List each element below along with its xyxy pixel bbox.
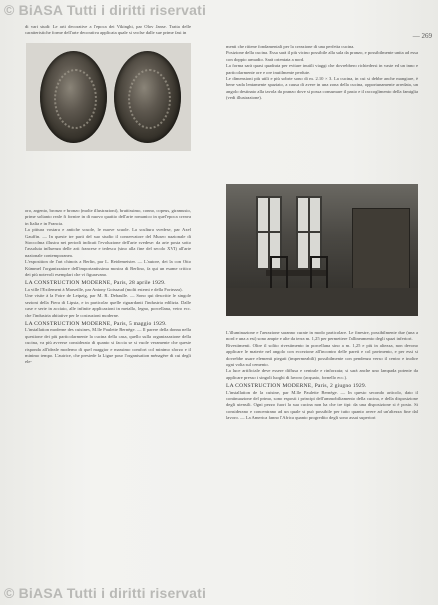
kitchen-cabinet	[352, 208, 410, 300]
left-column-intro	[25, 24, 191, 43]
right-column-top	[226, 44, 418, 180]
left-column-body	[25, 208, 191, 578]
brooch-left	[40, 51, 107, 143]
right-column-bottom	[226, 330, 418, 578]
kitchen-photo	[226, 184, 418, 316]
right-paragraph: menti che ritiene fondamentali per la creazione di una perfetta cucina.	[226, 44, 355, 49]
left-intro-text: di vari studi: Le arti decorative a l'epoca dei Vikinghi, par Olov Janse. Tratta delle caratteristiche forme dell'arte decorativa applicata quale si svolse dalle sue prime fasi in	[25, 24, 191, 36]
left-paragraph: La ville l'Exilement à Marseille, par Antony Goissaud (molti esterni e della Fortezza).	[25, 286, 183, 292]
left-paragraph: L'installation moderne des cuisines, M.lle Paulette Bernège. — Il parere della donna nella questione dei più particolarmente la cucina della casa, quello sulla organizzazione della cucina, va più avverse considerato di quanto si faccia se si vuole veramente che queste risponda all'ideale moderno di quel maggior e massimo comfort col minimo sforzo e il minimo tempo. L'autrice, che presiede la Ligue pour l'organisation ménagère di cui degli ele-	[25, 327, 191, 365]
section-heading: LA CONSTRUCTION MODERNE, Paris, 5 maggio 1929.	[25, 320, 167, 327]
right-paragraph: La luce artificiale deve essere diffusa e centrale e rinforzata; si sarà anche uno lampada potente da applicare presso i singoli luoghi di lavoro (acquaio, fornello ecc.).	[226, 368, 418, 380]
section-heading: LA CONSTRUCTION MODERNE, Paris, 2 giugno 1929.	[226, 383, 367, 390]
section-heading: LA CONSTRUCTION MODERNE, Paris, 28 aprile 1929.	[25, 280, 166, 287]
right-paragraph: Rivestimenti. Oltre il solito rivestimento in porcellana sino a m. 1,25 e più in altezza, non devono applicare le materie nel angolo con eccezione all'incontro delle pareti e col pavimento, e per essi si dovrebbe usare elementi piegati (impermeabili) possibilmente con pendenza verso il centro e inoltre ogni volta sul cemento.	[226, 342, 418, 368]
right-paragraph: La forma sarà quasi quadrata per evitare inutili viaggi che dovrebbero richiedersi in vaste ed un inno e particolarmente ore e ore inutilmente perdute.	[226, 63, 418, 75]
page-number: — 269	[412, 32, 432, 40]
brooches-photo	[26, 43, 191, 151]
right-paragraph: Posizione della cucina. Essa sarà il più vicino possibile alla sala da pranzo, e possibilmente unita ad essa con doppio armadio. Sarà orientata a nord.	[226, 50, 418, 62]
right-paragraph: L'illuminazione e l'aerazione saranno curate in modo particolare. Le finestre, possibilmente due (una a nord e una a est) sono ampie e alte da terra m. 1,25 per permettere l'allineamento degli spazi inferiori.	[226, 330, 418, 342]
left-paragraph: Une visite à la Foire de Leipzig, par M. R. Dehaulle. — Sono qui descritte le singole sezioni della Fiera di Lipsia, e in particolar quelle riguardanti l'industria edilizia. Dalle case e serie in acciaio, alle infinite applicazioni in metallo, legno, porcellana, vetro ecc. che l'industria abitative per le costruzioni moderne.	[25, 293, 191, 318]
watermark-banner-top: © BiASA Tutti i diritti riservati	[4, 2, 207, 18]
left-paragraph: oro, argento, bronzo e bronzo (molte illustrazioni), bruttissimo, conno, copeus, giramusio, prime soltanto reale fi fornire in di nuovo quattio dell'arte romanico in quel'epoca creava in Italia e in Francia.	[25, 208, 191, 226]
right-paragraph: L'installation de la cuisine, par M.lle Paulette Bernège. — In questo secondo articolo, dato il continuazione del primo, sono esposti i principi dell'ammobiliamento della cucina, e della disposizione degli utensili. Ogni pezzo fuori la sua cucina non ha che tre tipi: da una disposizione si è posto. Si considerano e concentrano ad un quale si può possibile per tutto quanto avere ad un'altezza fine dal lavoro. — La America fanno l'Africa quanto progredito degli sono assai superiori	[226, 389, 418, 421]
kitchen-floor	[226, 288, 418, 316]
left-paragraph: L'exposition de l'art chinois a Berlin, par L. Reidemeister. — L'autore, dei la con Otto Kümmel l'organizzatore dell'importantissima mostra di Berlino, fa qui un esame critico dei più notevoli esemplari che vi figuravano.	[25, 259, 191, 278]
right-paragraph: Le dimensioni più utili e più sobrie sono di m. 2.10 × 3. La cucina, in cui si debbe anche mangiare, è bene vada lentamente spaziato, a causa di avere in una zona della cucina, opportunamente arredata, un angolo destinato alla tavola da pranzo dove si possa consumare il pasto e il raccoglimento della famiglia (vedi illustrazione).	[226, 76, 418, 101]
watermark-banner-bottom: © BiASA Tutti i diritti riservati	[4, 585, 207, 601]
left-paragraph: La pittura vostara e antiche scuole, le nuove scuole. La scultura svedese, par Axel Gauffin. — In queste tre parti del suo studio il conservatore del Museo nazionale di Stoccolma illustra nei periodi indicati l'evoluzione dell'arte svedese: da arte posta sotto l'assoluta influenza delle arti francese e tedesca (sino alla fine del secolo XVI) all'arte nazionale contemporanea.	[25, 227, 191, 258]
brooch-right	[114, 51, 181, 143]
